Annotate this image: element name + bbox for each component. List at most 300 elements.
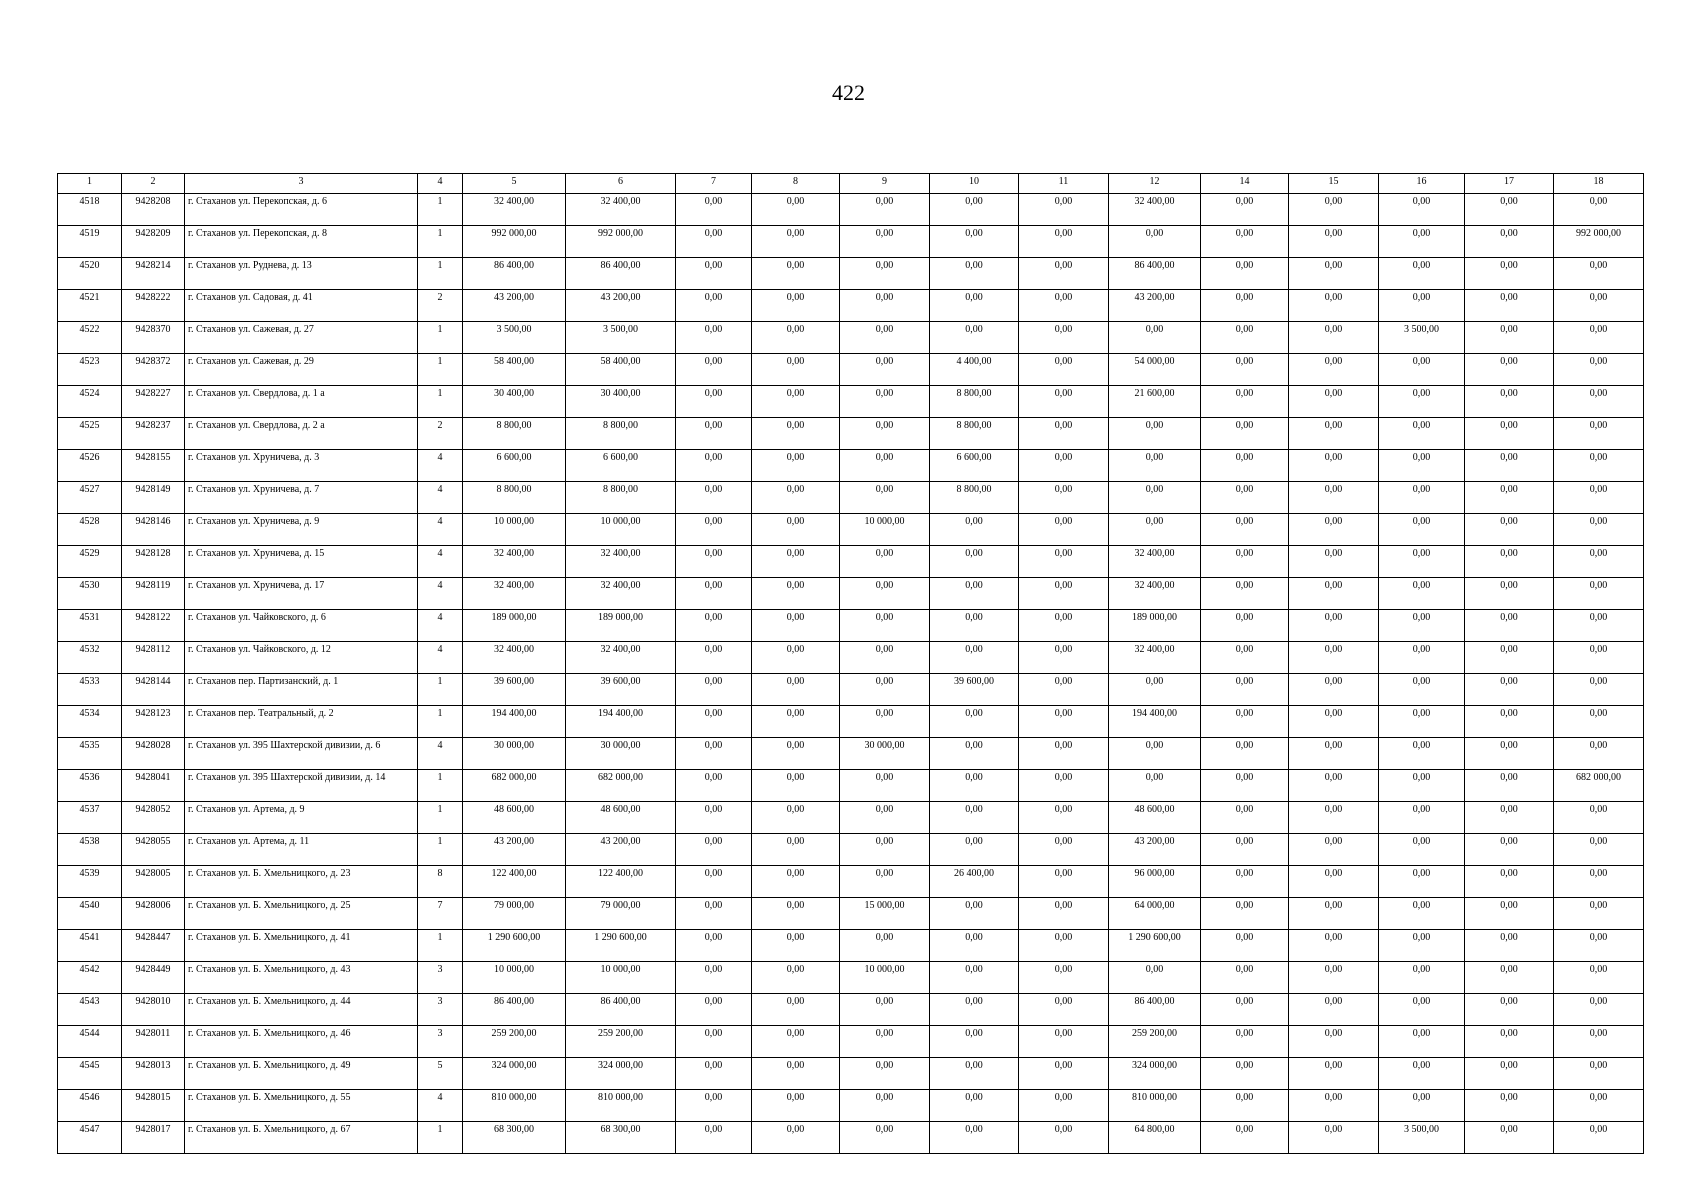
table-cell-col-5: 68 300,00 xyxy=(463,1122,566,1154)
table-cell-col-8: 0,00 xyxy=(752,610,840,642)
table-cell-col-9: 0,00 xyxy=(840,578,930,610)
table-cell-col-5: 8 800,00 xyxy=(463,482,566,514)
table-cell-col-17: 0,00 xyxy=(1465,834,1554,866)
table-cell-col-15: 0,00 xyxy=(1289,1026,1379,1058)
table-cell-col-14: 0,00 xyxy=(1201,354,1289,386)
table-cell-col-18: 0,00 xyxy=(1554,546,1644,578)
table-cell-col-7: 0,00 xyxy=(676,258,752,290)
table-cell-col-11: 0,00 xyxy=(1019,866,1109,898)
table-cell-col-11: 0,00 xyxy=(1019,834,1109,866)
table-row xyxy=(58,1122,1644,1154)
table-cell-col-9: 0,00 xyxy=(840,482,930,514)
table-cell-col-1: 4546 xyxy=(58,1090,122,1122)
table-cell-col-8: 0,00 xyxy=(752,866,840,898)
table-cell-col-7: 0,00 xyxy=(676,706,752,738)
table-cell-col-10: 39 600,00 xyxy=(930,674,1019,706)
table-row xyxy=(58,546,1644,578)
table-cell-col-10: 0,00 xyxy=(930,578,1019,610)
table-cell-col-2: 9428128 xyxy=(122,546,185,578)
table-cell-col-18: 0,00 xyxy=(1554,994,1644,1026)
table-cell-col-7: 0,00 xyxy=(676,834,752,866)
table-cell-col-11: 0,00 xyxy=(1019,354,1109,386)
table-cell-col-6: 30 400,00 xyxy=(566,386,676,418)
table-cell-col-12: 189 000,00 xyxy=(1109,610,1201,642)
table-cell-col-10: 0,00 xyxy=(930,642,1019,674)
table-cell-col-8: 0,00 xyxy=(752,834,840,866)
table-cell-col-10: 0,00 xyxy=(930,290,1019,322)
table-row xyxy=(58,706,1644,738)
table-cell-col-10: 0,00 xyxy=(930,226,1019,258)
table-cell-col-10: 0,00 xyxy=(930,802,1019,834)
table-cell-col-6: 32 400,00 xyxy=(566,194,676,226)
table-cell-col-5: 86 400,00 xyxy=(463,994,566,1026)
table-row xyxy=(58,194,1644,226)
table-cell-col-16: 0,00 xyxy=(1379,770,1465,802)
table-cell-col-11: 0,00 xyxy=(1019,1026,1109,1058)
table-cell-col-6: 48 600,00 xyxy=(566,802,676,834)
table-cell-col-3: г. Стаханов ул. Руднева, д. 13 xyxy=(185,258,418,290)
table-cell-col-14: 0,00 xyxy=(1201,322,1289,354)
table-cell-col-6: 189 000,00 xyxy=(566,610,676,642)
table-cell-col-15: 0,00 xyxy=(1289,706,1379,738)
table-cell-col-2: 9428144 xyxy=(122,674,185,706)
table-cell-col-1: 4538 xyxy=(58,834,122,866)
table-cell-col-5: 10 000,00 xyxy=(463,962,566,994)
table-cell-col-7: 0,00 xyxy=(676,386,752,418)
table-cell-col-3: г. Стаханов ул. Хруничева, д. 7 xyxy=(185,482,418,514)
table-cell-col-16: 0,00 xyxy=(1379,994,1465,1026)
table-cell-col-8: 0,00 xyxy=(752,1122,840,1154)
table-cell-col-3: г. Стаханов пер. Партизанский, д. 1 xyxy=(185,674,418,706)
table-cell-col-7: 0,00 xyxy=(676,866,752,898)
table-cell-col-3: г. Стаханов ул. Чайковского, д. 6 xyxy=(185,610,418,642)
table-cell-col-14: 0,00 xyxy=(1201,290,1289,322)
table-cell-col-14: 0,00 xyxy=(1201,802,1289,834)
table-cell-col-6: 86 400,00 xyxy=(566,258,676,290)
table-cell-col-1: 4528 xyxy=(58,514,122,546)
table-cell-col-3: г. Стаханов ул. Свердлова, д. 1 а xyxy=(185,386,418,418)
table-cell-col-7: 0,00 xyxy=(676,482,752,514)
table-cell-col-9: 0,00 xyxy=(840,194,930,226)
table-cell-col-12: 43 200,00 xyxy=(1109,834,1201,866)
table-cell-col-6: 122 400,00 xyxy=(566,866,676,898)
table-cell-col-18: 0,00 xyxy=(1554,1026,1644,1058)
table-cell-col-8: 0,00 xyxy=(752,514,840,546)
table-cell-col-7: 0,00 xyxy=(676,578,752,610)
table-body xyxy=(58,194,1644,1154)
table-cell-col-9: 0,00 xyxy=(840,226,930,258)
table-cell-col-8: 0,00 xyxy=(752,738,840,770)
table-cell-col-11: 0,00 xyxy=(1019,994,1109,1026)
table-row xyxy=(58,994,1644,1026)
table-cell-col-3: г. Стаханов ул. Перекопская, д. 8 xyxy=(185,226,418,258)
table-row xyxy=(58,482,1644,514)
table-cell-col-12: 48 600,00 xyxy=(1109,802,1201,834)
table-cell-col-18: 0,00 xyxy=(1554,610,1644,642)
table-cell-col-17: 0,00 xyxy=(1465,930,1554,962)
table-cell-col-17: 0,00 xyxy=(1465,738,1554,770)
table-cell-col-9: 0,00 xyxy=(840,1026,930,1058)
table-cell-col-6: 30 000,00 xyxy=(566,738,676,770)
table-cell-col-3: г. Стаханов ул. Б. Хмельницкого, д. 43 xyxy=(185,962,418,994)
table-cell-col-16: 0,00 xyxy=(1379,354,1465,386)
table-cell-col-2: 9428227 xyxy=(122,386,185,418)
table-cell-col-9: 0,00 xyxy=(840,930,930,962)
table-cell-col-4: 4 xyxy=(418,514,463,546)
table-cell-col-7: 0,00 xyxy=(676,546,752,578)
table-cell-col-17: 0,00 xyxy=(1465,514,1554,546)
table-cell-col-6: 86 400,00 xyxy=(566,994,676,1026)
table-cell-col-18: 0,00 xyxy=(1554,834,1644,866)
table-cell-col-1: 4525 xyxy=(58,418,122,450)
table-cell-col-12: 32 400,00 xyxy=(1109,578,1201,610)
table-cell-col-8: 0,00 xyxy=(752,994,840,1026)
table-cell-col-1: 4542 xyxy=(58,962,122,994)
table-cell-col-11: 0,00 xyxy=(1019,962,1109,994)
table-cell-col-5: 810 000,00 xyxy=(463,1090,566,1122)
table-row xyxy=(58,450,1644,482)
table-cell-col-12: 0,00 xyxy=(1109,322,1201,354)
table-cell-col-10: 8 800,00 xyxy=(930,418,1019,450)
table-cell-col-11: 0,00 xyxy=(1019,258,1109,290)
table-cell-col-10: 8 800,00 xyxy=(930,482,1019,514)
table-cell-col-16: 0,00 xyxy=(1379,610,1465,642)
table-cell-col-9: 0,00 xyxy=(840,354,930,386)
table-cell-col-4: 1 xyxy=(418,194,463,226)
table-cell-col-15: 0,00 xyxy=(1289,546,1379,578)
table-cell-col-3: г. Стаханов ул. Артема, д. 11 xyxy=(185,834,418,866)
table-cell-col-7: 0,00 xyxy=(676,802,752,834)
table-cell-col-16: 0,00 xyxy=(1379,866,1465,898)
table-cell-col-10: 26 400,00 xyxy=(930,866,1019,898)
table-cell-col-4: 1 xyxy=(418,354,463,386)
page-number: 422 xyxy=(832,80,865,105)
table-cell-col-1: 4536 xyxy=(58,770,122,802)
table-cell-col-3: г. Стаханов ул. Б. Хмельницкого, д. 67 xyxy=(185,1122,418,1154)
table-row xyxy=(58,226,1644,258)
table-cell-col-17: 0,00 xyxy=(1465,226,1554,258)
table-cell-col-3: г. Стаханов ул. Хруничева, д. 3 xyxy=(185,450,418,482)
table-cell-col-1: 4518 xyxy=(58,194,122,226)
table-cell-col-7: 0,00 xyxy=(676,674,752,706)
table-cell-col-16: 0,00 xyxy=(1379,546,1465,578)
table-cell-col-15: 0,00 xyxy=(1289,866,1379,898)
table-cell-col-12: 86 400,00 xyxy=(1109,258,1201,290)
table-cell-col-3: г. Стаханов ул. Свердлова, д. 2 а xyxy=(185,418,418,450)
table-cell-col-9: 0,00 xyxy=(840,322,930,354)
table-cell-col-5: 32 400,00 xyxy=(463,546,566,578)
table-cell-col-14: 0,00 xyxy=(1201,610,1289,642)
table-cell-col-4: 1 xyxy=(418,386,463,418)
table-cell-col-2: 9428015 xyxy=(122,1090,185,1122)
table-cell-col-1: 4545 xyxy=(58,1058,122,1090)
table-cell-col-9: 30 000,00 xyxy=(840,738,930,770)
table-cell-col-2: 9428112 xyxy=(122,642,185,674)
table-cell-col-14: 0,00 xyxy=(1201,514,1289,546)
table-cell-col-2: 9428449 xyxy=(122,962,185,994)
table-cell-col-7: 0,00 xyxy=(676,514,752,546)
table-cell-col-18: 0,00 xyxy=(1554,450,1644,482)
table-cell-col-16: 0,00 xyxy=(1379,930,1465,962)
column-header-4: 4 xyxy=(418,174,463,194)
table-cell-col-18: 0,00 xyxy=(1554,642,1644,674)
table-cell-col-1: 4539 xyxy=(58,866,122,898)
table-cell-col-16: 0,00 xyxy=(1379,898,1465,930)
table-cell-col-18: 0,00 xyxy=(1554,674,1644,706)
column-header-3: 3 xyxy=(185,174,418,194)
table-cell-col-11: 0,00 xyxy=(1019,802,1109,834)
table-cell-col-18: 0,00 xyxy=(1554,962,1644,994)
table-cell-col-11: 0,00 xyxy=(1019,1122,1109,1154)
table-cell-col-16: 0,00 xyxy=(1379,1026,1465,1058)
table-cell-col-4: 2 xyxy=(418,290,463,322)
column-header-2: 2 xyxy=(122,174,185,194)
table-cell-col-10: 0,00 xyxy=(930,546,1019,578)
table-cell-col-18: 0,00 xyxy=(1554,866,1644,898)
table-cell-col-4: 5 xyxy=(418,1058,463,1090)
table-cell-col-17: 0,00 xyxy=(1465,258,1554,290)
table-cell-col-1: 4541 xyxy=(58,930,122,962)
table-row xyxy=(58,642,1644,674)
table-cell-col-6: 32 400,00 xyxy=(566,546,676,578)
table-cell-col-16: 0,00 xyxy=(1379,642,1465,674)
table-cell-col-11: 0,00 xyxy=(1019,450,1109,482)
table-row xyxy=(58,578,1644,610)
table-cell-col-9: 0,00 xyxy=(840,610,930,642)
column-header-8: 8 xyxy=(752,174,840,194)
table-cell-col-17: 0,00 xyxy=(1465,898,1554,930)
column-header-16: 16 xyxy=(1379,174,1465,194)
table-cell-col-11: 0,00 xyxy=(1019,546,1109,578)
table-cell-col-16: 0,00 xyxy=(1379,1058,1465,1090)
table-row xyxy=(58,738,1644,770)
table-cell-col-12: 0,00 xyxy=(1109,226,1201,258)
table-cell-col-5: 32 400,00 xyxy=(463,642,566,674)
table-cell-col-2: 9428372 xyxy=(122,354,185,386)
table-cell-col-16: 0,00 xyxy=(1379,450,1465,482)
table-cell-col-2: 9428011 xyxy=(122,1026,185,1058)
column-header-7: 7 xyxy=(676,174,752,194)
table-cell-col-17: 0,00 xyxy=(1465,770,1554,802)
table-cell-col-1: 4544 xyxy=(58,1026,122,1058)
table-cell-col-6: 10 000,00 xyxy=(566,514,676,546)
table-cell-col-3: г. Стаханов ул. Б. Хмельницкого, д. 23 xyxy=(185,866,418,898)
table-cell-col-6: 1 290 600,00 xyxy=(566,930,676,962)
table-cell-col-8: 0,00 xyxy=(752,194,840,226)
table-cell-col-5: 86 400,00 xyxy=(463,258,566,290)
table-cell-col-8: 0,00 xyxy=(752,482,840,514)
table-cell-col-11: 0,00 xyxy=(1019,1058,1109,1090)
table-cell-col-5: 43 200,00 xyxy=(463,290,566,322)
table-cell-col-3: г. Стаханов ул. Сажевая, д. 27 xyxy=(185,322,418,354)
table-cell-col-15: 0,00 xyxy=(1289,610,1379,642)
table-cell-col-15: 0,00 xyxy=(1289,482,1379,514)
table-cell-col-2: 9428208 xyxy=(122,194,185,226)
table-row xyxy=(58,770,1644,802)
table-cell-col-17: 0,00 xyxy=(1465,322,1554,354)
table-cell-col-1: 4521 xyxy=(58,290,122,322)
table-cell-col-6: 3 500,00 xyxy=(566,322,676,354)
table-cell-col-15: 0,00 xyxy=(1289,802,1379,834)
table-cell-col-16: 0,00 xyxy=(1379,706,1465,738)
table-cell-col-10: 0,00 xyxy=(930,1122,1019,1154)
table-cell-col-18: 0,00 xyxy=(1554,290,1644,322)
table-cell-col-11: 0,00 xyxy=(1019,386,1109,418)
table-cell-col-11: 0,00 xyxy=(1019,738,1109,770)
table-cell-col-1: 4530 xyxy=(58,578,122,610)
table-cell-col-5: 10 000,00 xyxy=(463,514,566,546)
table-cell-col-2: 9428222 xyxy=(122,290,185,322)
table-cell-col-18: 682 000,00 xyxy=(1554,770,1644,802)
table-cell-col-6: 259 200,00 xyxy=(566,1026,676,1058)
table-cell-col-4: 2 xyxy=(418,418,463,450)
table-cell-col-4: 3 xyxy=(418,962,463,994)
table-row xyxy=(58,834,1644,866)
table-cell-col-5: 6 600,00 xyxy=(463,450,566,482)
register-table xyxy=(57,173,1644,1154)
table-cell-col-9: 0,00 xyxy=(840,802,930,834)
table-cell-col-5: 992 000,00 xyxy=(463,226,566,258)
table-cell-col-6: 39 600,00 xyxy=(566,674,676,706)
table-cell-col-7: 0,00 xyxy=(676,770,752,802)
table-cell-col-5: 39 600,00 xyxy=(463,674,566,706)
table-cell-col-4: 3 xyxy=(418,1026,463,1058)
table-cell-col-1: 4532 xyxy=(58,642,122,674)
column-header-15: 15 xyxy=(1289,174,1379,194)
table-row xyxy=(58,258,1644,290)
table-cell-col-14: 0,00 xyxy=(1201,770,1289,802)
table-cell-col-12: 32 400,00 xyxy=(1109,546,1201,578)
table-cell-col-9: 0,00 xyxy=(840,450,930,482)
table-cell-col-4: 4 xyxy=(418,610,463,642)
table-cell-col-2: 9428055 xyxy=(122,834,185,866)
table-cell-col-15: 0,00 xyxy=(1289,674,1379,706)
table-cell-col-15: 0,00 xyxy=(1289,962,1379,994)
table-cell-col-1: 4524 xyxy=(58,386,122,418)
table-cell-col-12: 64 800,00 xyxy=(1109,1122,1201,1154)
table-cell-col-14: 0,00 xyxy=(1201,834,1289,866)
table-cell-col-1: 4520 xyxy=(58,258,122,290)
table-cell-col-5: 682 000,00 xyxy=(463,770,566,802)
table-cell-col-1: 4519 xyxy=(58,226,122,258)
table-cell-col-3: г. Стаханов ул. Сажевая, д. 29 xyxy=(185,354,418,386)
table-cell-col-10: 0,00 xyxy=(930,834,1019,866)
table-cell-col-15: 0,00 xyxy=(1289,386,1379,418)
table-cell-col-8: 0,00 xyxy=(752,322,840,354)
table-cell-col-17: 0,00 xyxy=(1465,706,1554,738)
table-cell-col-1: 4540 xyxy=(58,898,122,930)
table-cell-col-15: 0,00 xyxy=(1289,354,1379,386)
table-cell-col-5: 48 600,00 xyxy=(463,802,566,834)
table-cell-col-10: 6 600,00 xyxy=(930,450,1019,482)
table-cell-col-12: 0,00 xyxy=(1109,514,1201,546)
table-cell-col-14: 0,00 xyxy=(1201,450,1289,482)
table-cell-col-6: 10 000,00 xyxy=(566,962,676,994)
table-row xyxy=(58,610,1644,642)
table-cell-col-2: 9428214 xyxy=(122,258,185,290)
table-cell-col-2: 9428017 xyxy=(122,1122,185,1154)
table-cell-col-11: 0,00 xyxy=(1019,578,1109,610)
table-cell-col-12: 0,00 xyxy=(1109,738,1201,770)
table-row xyxy=(58,866,1644,898)
table-cell-col-6: 8 800,00 xyxy=(566,482,676,514)
table-cell-col-17: 0,00 xyxy=(1465,1058,1554,1090)
table-cell-col-7: 0,00 xyxy=(676,322,752,354)
table-cell-col-10: 0,00 xyxy=(930,738,1019,770)
table-cell-col-3: г. Стаханов ул. Хруничева, д. 15 xyxy=(185,546,418,578)
table-row xyxy=(58,1026,1644,1058)
table-cell-col-17: 0,00 xyxy=(1465,610,1554,642)
table-cell-col-15: 0,00 xyxy=(1289,898,1379,930)
table-cell-col-17: 0,00 xyxy=(1465,962,1554,994)
table-cell-col-15: 0,00 xyxy=(1289,994,1379,1026)
table-cell-col-16: 3 500,00 xyxy=(1379,322,1465,354)
table-cell-col-18: 0,00 xyxy=(1554,1058,1644,1090)
column-header-11: 11 xyxy=(1019,174,1109,194)
table-cell-col-6: 682 000,00 xyxy=(566,770,676,802)
table-cell-col-16: 0,00 xyxy=(1379,194,1465,226)
table-row xyxy=(58,290,1644,322)
table-cell-col-6: 58 400,00 xyxy=(566,354,676,386)
table-cell-col-4: 1 xyxy=(418,802,463,834)
table-cell-col-12: 810 000,00 xyxy=(1109,1090,1201,1122)
table-cell-col-7: 0,00 xyxy=(676,642,752,674)
table-cell-col-8: 0,00 xyxy=(752,1090,840,1122)
table-cell-col-14: 0,00 xyxy=(1201,898,1289,930)
table-cell-col-2: 9428028 xyxy=(122,738,185,770)
table-cell-col-3: г. Стаханов ул. Б. Хмельницкого, д. 25 xyxy=(185,898,418,930)
table-cell-col-17: 0,00 xyxy=(1465,802,1554,834)
table-cell-col-6: 810 000,00 xyxy=(566,1090,676,1122)
table-cell-col-9: 0,00 xyxy=(840,418,930,450)
table-cell-col-11: 0,00 xyxy=(1019,290,1109,322)
column-header-18: 18 xyxy=(1554,174,1644,194)
table-cell-col-9: 0,00 xyxy=(840,706,930,738)
table-cell-col-5: 122 400,00 xyxy=(463,866,566,898)
table-cell-col-5: 58 400,00 xyxy=(463,354,566,386)
table-cell-col-10: 0,00 xyxy=(930,610,1019,642)
table-cell-col-17: 0,00 xyxy=(1465,290,1554,322)
table-cell-col-11: 0,00 xyxy=(1019,226,1109,258)
table-cell-col-14: 0,00 xyxy=(1201,578,1289,610)
table-cell-col-5: 32 400,00 xyxy=(463,194,566,226)
table-cell-col-1: 4526 xyxy=(58,450,122,482)
table-cell-col-14: 0,00 xyxy=(1201,994,1289,1026)
table-cell-col-14: 0,00 xyxy=(1201,930,1289,962)
table-cell-col-11: 0,00 xyxy=(1019,674,1109,706)
column-header-9: 9 xyxy=(840,174,930,194)
table-cell-col-7: 0,00 xyxy=(676,994,752,1026)
table-cell-col-9: 0,00 xyxy=(840,258,930,290)
table-cell-col-16: 0,00 xyxy=(1379,962,1465,994)
table-cell-col-15: 0,00 xyxy=(1289,322,1379,354)
table-cell-col-2: 9428119 xyxy=(122,578,185,610)
column-header-6: 6 xyxy=(566,174,676,194)
table-cell-col-2: 9428005 xyxy=(122,866,185,898)
table-cell-col-12: 54 000,00 xyxy=(1109,354,1201,386)
table-cell-col-8: 0,00 xyxy=(752,418,840,450)
table-cell-col-16: 0,00 xyxy=(1379,386,1465,418)
table-cell-col-2: 9428146 xyxy=(122,514,185,546)
table-cell-col-2: 9428122 xyxy=(122,610,185,642)
table-cell-col-18: 0,00 xyxy=(1554,354,1644,386)
table-cell-col-7: 0,00 xyxy=(676,290,752,322)
table-cell-col-12: 43 200,00 xyxy=(1109,290,1201,322)
table-cell-col-4: 1 xyxy=(418,1122,463,1154)
table-cell-col-17: 0,00 xyxy=(1465,866,1554,898)
column-header-10: 10 xyxy=(930,174,1019,194)
table-cell-col-11: 0,00 xyxy=(1019,514,1109,546)
